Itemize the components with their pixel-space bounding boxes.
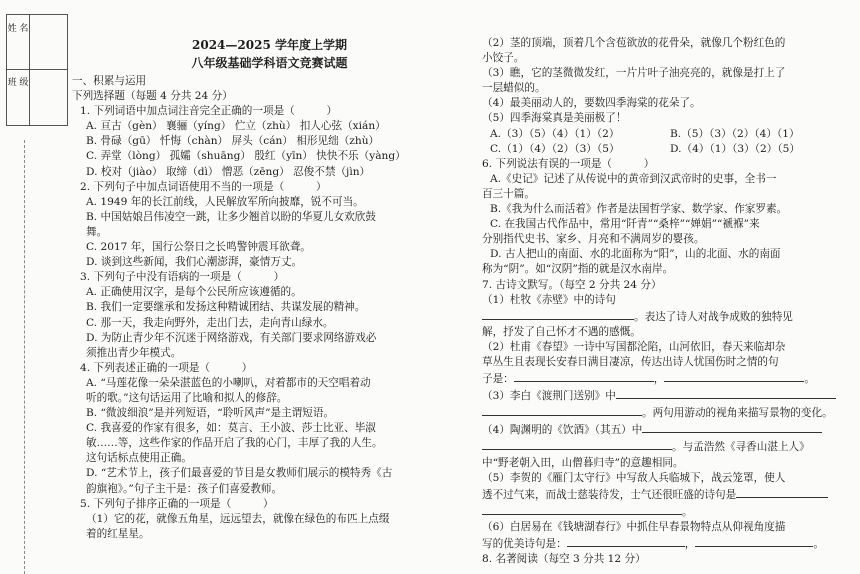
text-line: B. 我们一定要继承和发扬这种精诚团结、共谋发展的精神。 <box>86 301 366 314</box>
section-heading: 8. 名著阅读（每空 3 分共 12 分） <box>482 553 646 566</box>
q7-item: 。与孟浩然《寻香山湛上人》 <box>482 438 850 455</box>
text-line: A.《史记》记述了从传说中的黄帝到汉武帝时的史事，全书一 <box>490 172 777 185</box>
text-line: A. “马莲花像一朵朵湛蓝色的小喇叭，对着都市的天空唱着动 <box>86 376 371 389</box>
text-line: 下列选择题（每题 4 分共 24 分） <box>72 90 233 103</box>
answer-blank[interactable] <box>567 535 685 547</box>
text-line: （4）最美丽动人的，要数四季海棠的花朵了。 <box>482 97 701 110</box>
left-column <box>72 36 467 542</box>
text-line: D. “艺术节上，孩子们最喜爱的节目是女教师们展示的模特秀《古 <box>86 467 393 480</box>
q7-item: 子是： ， 。 <box>482 370 850 387</box>
name-label: 姓 名 <box>7 24 29 34</box>
text-line: （1）杜牧《赤壁》中的诗句 <box>482 293 616 306</box>
q7-item: 。两句用游动的视角来描写景物的变化。 <box>482 404 850 421</box>
answer-blank[interactable] <box>482 308 634 320</box>
text-line: 3. 下列句子中没有语病的一项是（ ） <box>80 271 285 284</box>
text-line: 这句话标点使用正确。 <box>86 452 192 465</box>
answer-blank[interactable] <box>482 438 672 450</box>
text-line: 6. 下列说法有误的一项是（ ） <box>482 157 655 170</box>
text-line: 分别指代史书、家乡、月亮和不满周岁的婴孩。 <box>482 233 705 246</box>
text-line: 韵旗袍》。”句子主干是：孩子们喜爱教师。 <box>86 482 283 495</box>
q5-option-b: B.（5）（3）（2）（4）（1） <box>670 127 800 140</box>
q7-item: 解，抒发了自己怀才不遇的感慨。 <box>482 325 641 338</box>
text-line: （2）茎的顶端，顶着几个含苞欲放的花骨朵，就像几个粉红色的 <box>482 37 786 49</box>
text-line: 百三十篇。 <box>482 187 535 200</box>
text-line: （3）瞧，它的茎微微发红，一片片叶子油亮亮的，就像是打上了 <box>482 67 786 80</box>
text-line: B. “微波细浪”是并列短语，“聆听风声”是主谓短语。 <box>86 407 335 420</box>
q7-item: 草丛生且表现长安春日满目凄凉，传达出诗人忧国伤时之情的句 <box>482 355 779 368</box>
text-line: A. 正确使用汉字，是每个公民所应该遵循的。 <box>86 286 302 299</box>
text-line: （1）它的花，就像五角星，远远望去，就像在绿色的布匹上点缀 <box>86 512 390 525</box>
q5-option-c: C.（1）（4）（2）（3）（5） <box>490 142 620 155</box>
text-line: A. 亘古（gèn） 襄骊（yíng） 伫立（zhù） 扣人心弦（xián） <box>86 120 386 133</box>
answer-blank[interactable] <box>616 387 836 399</box>
text-line: 称为“阴”。如“汉阴”指的就是汉水南岸。 <box>482 263 674 276</box>
text-line: C. 我喜爱的作家有很多，如：莫言、王小波、莎士比亚、毕淑 <box>86 422 376 435</box>
text-line: C. 2017 年，国行公祭日之长鸣警钟震耳欲聋。 <box>86 241 311 254</box>
answer-blank[interactable] <box>695 535 813 547</box>
text-line: C. 弄堂（lòng） 孤孀（shuāng） 殷红（yīn） 快快不乐（yàng） <box>86 150 406 163</box>
text-line: 7. 古诗文默写。（每空 2 分共 24 分） <box>482 278 662 291</box>
q5-option-a: A.（3）（5）（4）（1）（2） <box>490 127 620 140</box>
answer-blank[interactable] <box>664 370 804 382</box>
text-line: 听的歌。”这句话运用了比喻和拟人的修辞。 <box>86 391 288 404</box>
q5-options-row <box>482 127 850 142</box>
answer-blank[interactable] <box>514 370 654 382</box>
text-line: 须推出青少年模式。 <box>86 346 182 359</box>
text-line: 敏……等，这些作家的作品开启了我的心门，丰厚了我的人生。 <box>86 437 383 450</box>
right-column <box>482 36 850 567</box>
info-box-divider <box>29 15 30 125</box>
q7-item: 。表达了诗人对战争成败的独特见 <box>482 308 850 325</box>
text-line: （5）四季海棠真是美丽极了！ <box>482 112 627 125</box>
q7-item: （5）李贺的《雁门太守行》中写敌人兵临城下，战云笼罩，使人 <box>482 471 786 484</box>
text-line: 一层蜡似的。 <box>482 82 546 95</box>
text-line: D. 古人把山的南面、水的北面称为“阳”，山的北面、水的南面 <box>490 248 781 261</box>
q7-item: （4）陶渊明的《饮酒》（其五）中 <box>482 421 850 438</box>
text-line: 2. 下列句子中加点词语使用不当的一项是（ ） <box>80 180 327 193</box>
exam-title: 八年级基础学科语文竞赛试题 <box>191 56 348 70</box>
binding-line <box>24 140 25 574</box>
text-line: C. 在我国古代作品中，常用“阡青”“桑梓”“婵娟”“褫褓”来 <box>490 218 760 231</box>
q7-item: 中“野老朝入田，山僧暮归寺”的意趣相同。 <box>482 456 684 469</box>
text-line: 5. 下列句子排序正确的一项是（ ） <box>80 497 274 510</box>
text-line: B. 中国姑娘吕伟凌空一跳，让多少翘首以盼的华夏儿女欢欣鼓 <box>86 210 376 223</box>
text-line: D. 为防止青少年不沉迷于网络游戏，有关部门要求网络游戏必 <box>86 331 377 344</box>
q6-q7-lines <box>482 157 850 308</box>
q5-sentences <box>482 36 850 127</box>
left-question-list <box>72 74 467 542</box>
q7-item: （3）李白《渡荆门送别》中 <box>482 387 850 404</box>
q5-options-row <box>482 142 850 157</box>
text-line: A. 1949 年的长江前线，人民解放军所向披靡，锐不可当。 <box>86 195 364 208</box>
answer-blank[interactable] <box>482 503 682 515</box>
answer-blank[interactable] <box>482 404 642 416</box>
text-line: 舞。 <box>86 225 108 238</box>
text-line: 一、积累与运用 <box>72 75 147 87</box>
text-line: B. 骨碌（gū） 忏悔（chàn） 屏头（cán） 相形见绌（zhù） <box>86 135 380 148</box>
text-line: 着的红星星。 <box>86 527 150 540</box>
text-line: 1. 下列词语中加点词注音完全正确的一项是（ ） <box>80 105 338 118</box>
info-box-row-divider <box>7 69 67 70</box>
q5-option-d: D.（4）（1）（3）（2）（5） <box>670 142 800 155</box>
exam-term: 2024—2025 学年度上学期 <box>192 38 347 52</box>
text-line: C. 那一天，我走向野外，走出门去，走向青山绿水。 <box>86 316 334 329</box>
q7-item: 写的优美诗句是： ， 。 <box>482 535 850 552</box>
q7-item: 透不过气来，而战士慈装待发，士气还很旺盛的诗句是 <box>482 486 850 503</box>
q7-item: （2）杜甫《春望》一诗中写国都沦陷，山河依旧，春天来临却杂 <box>482 340 786 353</box>
q7-item: 。 <box>482 503 850 520</box>
q7-item: （6）白居易在《钱塘湖春行》中抓住早春景物特点从仰视角度描 <box>482 520 786 533</box>
text-line: 4. 下列表述正确的一项是（ ） <box>80 361 253 374</box>
text-line: 小饺子。 <box>482 52 525 65</box>
text-line: D. 谈到这些新闻，我们心潮澎湃，豪情万丈。 <box>86 256 303 269</box>
class-label: 班 级 <box>7 78 29 88</box>
text-line: D. 校对（jiào） 取缔（dì） 憎恶（zēng） 忍俊不禁（jìn） <box>86 165 371 178</box>
answer-blank[interactable] <box>642 421 822 433</box>
text-line: B.《我为什么而活着》作者是法国哲学家、数学家、作家罗素。 <box>490 203 788 216</box>
answer-blank[interactable] <box>736 486 828 498</box>
student-info-box <box>6 14 68 126</box>
